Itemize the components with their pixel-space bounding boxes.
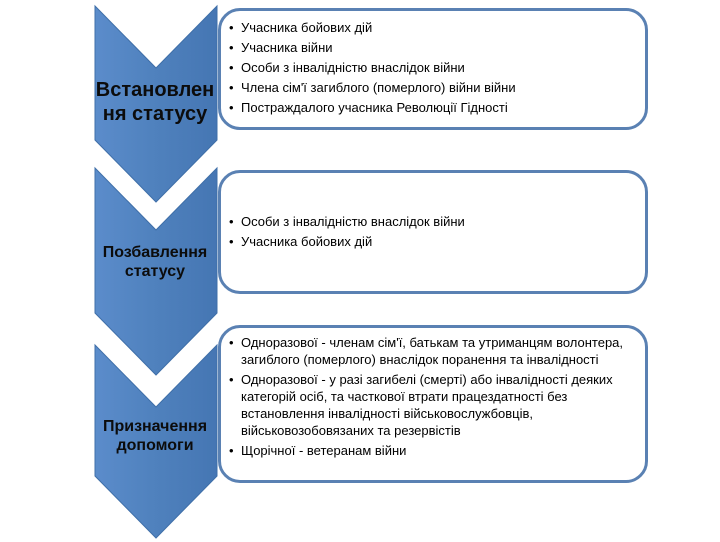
list-item: • Щорічної - ветеранам війни xyxy=(229,442,631,459)
status-establish-box xyxy=(218,8,648,130)
status-establish-label-line2: ня статусу xyxy=(102,103,208,125)
list-item: • Члена сім'ї загиблого (померлого) війни війни xyxy=(229,79,631,96)
list-item: • Одноразової - членам сім'ї, батькам та утриманцям волонтера, загиблого (померлого) внаслідок поранення та інвалідності xyxy=(229,334,631,368)
status-revoke-label-line2: статусу xyxy=(124,263,186,280)
status-revoke-box xyxy=(218,170,648,294)
status-revoke-label xyxy=(92,236,218,288)
list-item: • Особи з інвалідністю внаслідок війни xyxy=(229,213,631,230)
status-establish-label-line1: Встановлен xyxy=(95,79,215,101)
status-establish-label xyxy=(92,70,218,134)
list-item: • Учасника бойових дій xyxy=(229,233,631,250)
aid-assign-label-line1: Призначення xyxy=(102,417,208,435)
status-revoke-list xyxy=(229,213,631,250)
list-item: • Особи з інвалідністю внаслідок війни xyxy=(229,59,631,76)
status-establish-list xyxy=(229,19,631,116)
list-item: • Учасника війни xyxy=(229,39,631,56)
aid-assign-box xyxy=(218,325,648,483)
aid-assign-label xyxy=(92,410,218,462)
list-item: • Учасника бойових дій xyxy=(229,19,631,36)
list-item: • Одноразової - у разі загибелі (смерті) або інвалідності деяких категорій осіб, та часткової втрати працездатності без встановлення інвалідності військовослужбовців, військовозобовязаних та резервістів xyxy=(229,371,631,439)
list-item: • Постраждалого учасника Революції Гідності xyxy=(229,99,631,116)
aid-assign-label-line2: допомоги xyxy=(116,437,194,454)
status-revoke-label-line1: Позбавлення xyxy=(102,243,208,261)
aid-assign-list xyxy=(229,334,631,459)
